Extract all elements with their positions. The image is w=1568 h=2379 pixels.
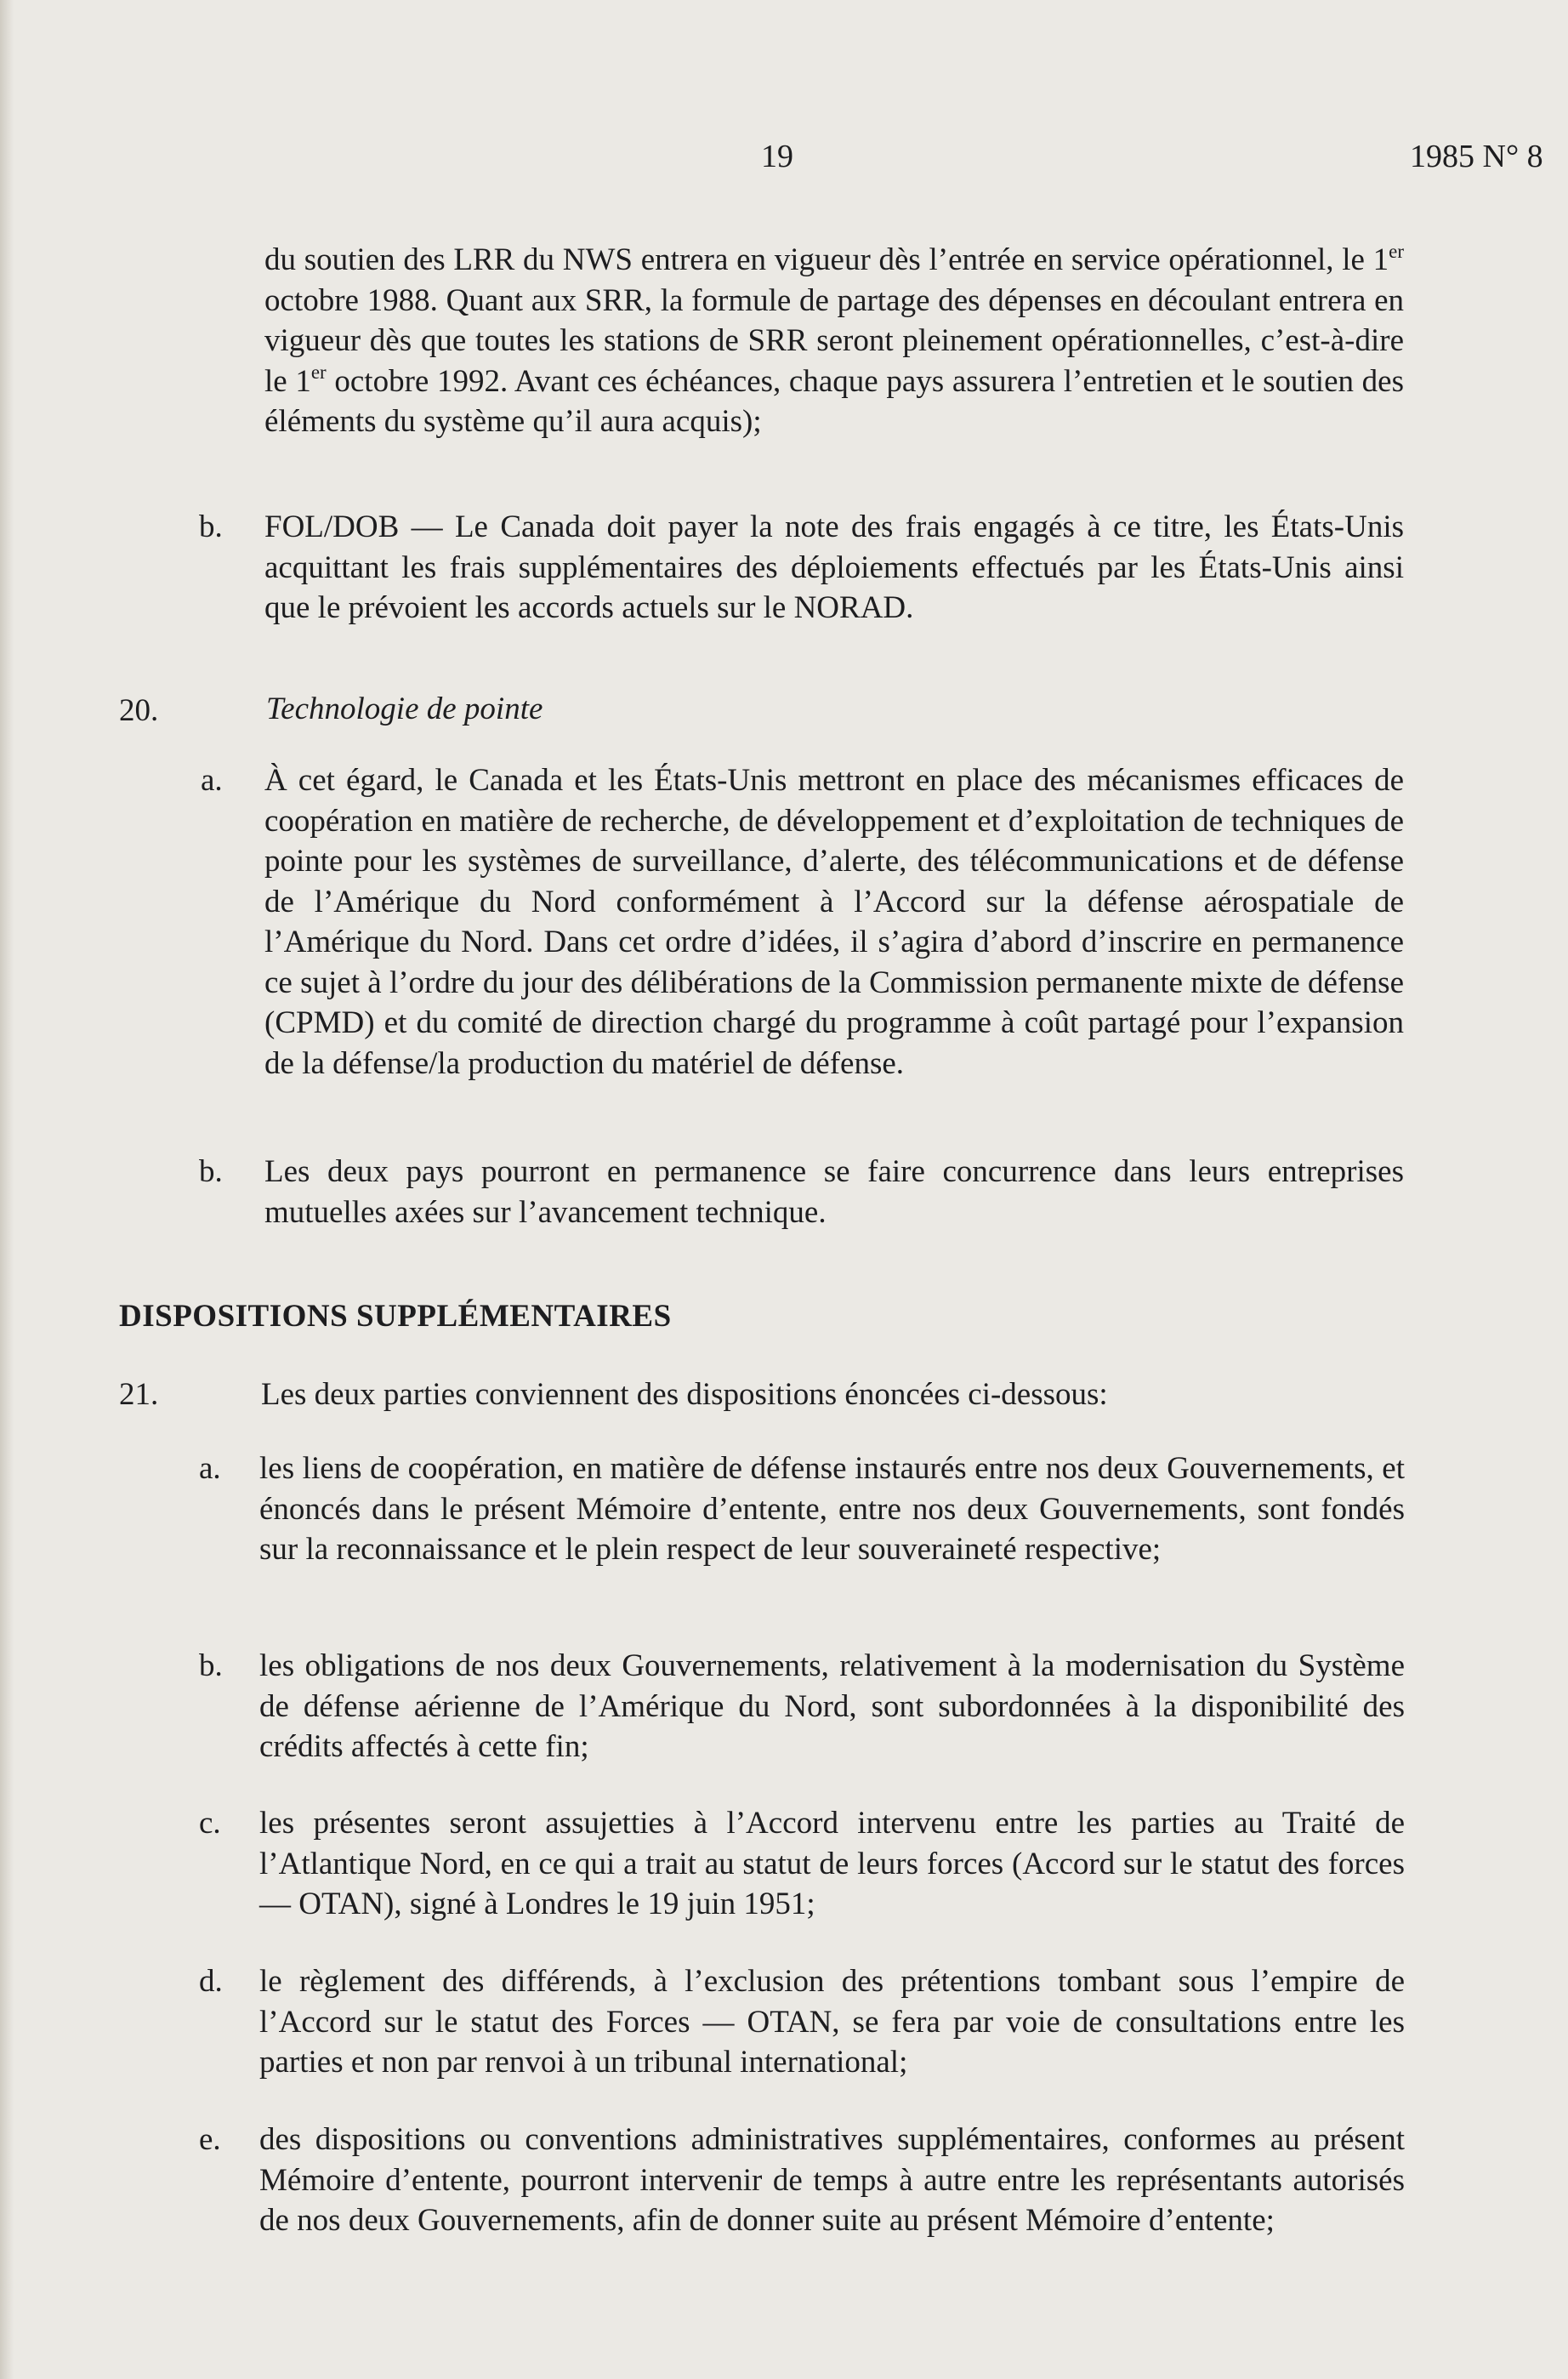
item-21e-text: des dispositions ou conventions administratives supplémentaires, conformes au présent Mémoire d’entente, pourront intervenir de temps à autre entre les représentants autorisés de nos deux Gouvernements, afin de donner suite au présent Mémoire d’entente; xyxy=(259,2122,1405,2238)
item-label: b. xyxy=(199,1648,223,1683)
section-title: Technologie de pointe xyxy=(266,692,543,726)
item-20b-text: Les deux pays pourront en permanence se faire concurrence dans leurs entreprises mutuelles axées sur l’avancement technique. xyxy=(264,1154,1404,1230)
item-label: c. xyxy=(199,1806,221,1841)
item-21b-text: les obligations de nos deux Gouvernements, relativement à la modernisation du Système de défense aérienne de l’Amérique du Nord, sont subordonnées à la disponibilité des crédits affectés à cette fin; xyxy=(259,1648,1405,1764)
item-label: d. xyxy=(199,1964,223,1999)
continuation-text-3: octobre 1992. Avant ces échéances, chaque pays assurera l’entretien et le soutien des éléments du système qu’il aura acquis); xyxy=(264,363,1404,439)
item-label: b. xyxy=(199,1154,223,1189)
item-label: b. xyxy=(199,509,223,544)
item-label: a. xyxy=(201,763,223,798)
section-number: 20. xyxy=(119,693,159,728)
page-number: 19 xyxy=(761,139,793,174)
superscript-er: er xyxy=(1389,240,1404,262)
continuation-text-1: du soutien des LRR du NWS entrera en vigueur dès l’entrée en service opérationnel, le 1 xyxy=(264,242,1389,277)
section-number: 21. xyxy=(119,1377,159,1412)
document-reference: 1985 N° 8 xyxy=(1410,139,1543,174)
item-21a-text: les liens de coopération, en matière de défense instaurés entre nos deux Gouvernements, et énoncés dans le présent Mémoire d’entente, entre nos deux Gouvernements, sont fondés sur la reconnaissance et le plein respect de leur souveraineté respective; xyxy=(259,1451,1405,1567)
item-21d-text: le règlement des différends, à l’exclusion des prétentions tombant sous l’empire de l’Accord sur le statut des Forces — OTAN, se fera par voie de consultations entre les parties et non par renvoi à un tribunal international; xyxy=(259,1964,1405,2080)
item-20a-text: À cet égard, le Canada et les États-Unis mettront en place des mécanismes efficaces de coopération en matière de recherche, de développement et d’exploitation de techniques de pointe pour les systèmes de surveillance, d’alerte, des télécommunications et de défense de l’Amérique du Nord conformément à l’Accord sur la défense aérospatiale de l’Amérique du Nord. Dans cet ordre d’idées, il s’agira d’abord d’inscrire en permanence ce sujet à l’ordre du jour des délibérations de la Commission permanente mixte de défense (CPMD) et du comité de direction chargé du programme à coût partagé pour l’expansion de la défense/la production du matériel de défense. xyxy=(264,763,1404,1081)
item-label: e. xyxy=(199,2122,221,2157)
continuation-paragraph xyxy=(264,240,1404,442)
superscript-er: er xyxy=(310,361,327,384)
section-21-intro: Les deux parties conviennent des dispositions énoncées ci-dessous: xyxy=(261,1377,1108,1412)
item-19b-text: FOL/DOB — Le Canada doit payer la note des frais engagés à ce titre, les États-Unis acquittant les frais supplémentaires des déploiements effectués par les États-Unis ainsi que le prévoient les accords actuels sur le NORAD. xyxy=(264,509,1404,625)
item-21c-text: les présentes seront assujetties à l’Accord intervenu entre les parties au Traité de l’Atlantique Nord, en ce qui a trait au statut de leurs forces (Accord sur le statut des forces — OTAN), signé à Londres le 19 juin 1951; xyxy=(259,1806,1405,1921)
item-label: a. xyxy=(199,1451,221,1486)
continuation-text-2: octobre 1988. Quant aux SRR, la formule de partage des dépenses en découlant entrera en vigueur dès que toutes les stations de SRR seront pleinement opérationnelles, c’est-à-dire le 1 xyxy=(264,282,1404,399)
page-spine-shadow xyxy=(0,0,14,2379)
section-heading: DISPOSITIONS SUPPLÉMENTAIRES xyxy=(119,1299,672,1334)
